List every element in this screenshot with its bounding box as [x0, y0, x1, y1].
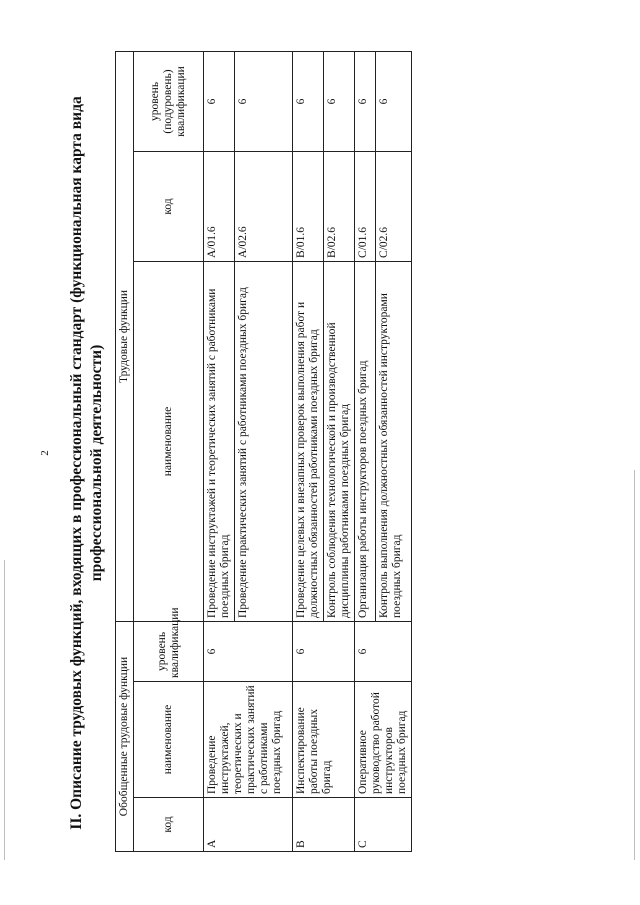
- header-tf-code: код: [134, 151, 204, 261]
- header-level: уровень квалификации: [134, 621, 204, 681]
- scan-edge-mark: [634, 470, 635, 860]
- gf-name: Оперативное руководство работой инструкторов поездных бригад: [355, 682, 412, 798]
- table-row: [204, 51, 235, 851]
- tf-code: C/02.6: [375, 151, 411, 261]
- tf-level: 6: [324, 51, 355, 151]
- header-row-groups: [116, 51, 134, 851]
- gf-code: B: [293, 798, 355, 852]
- gf-level: 6: [293, 621, 355, 681]
- gf-name: Проведение инструктажей, теоретических и практических занятий с работниками поездных бригад: [204, 682, 293, 798]
- header-generalized-functions: Обобщенные трудовые функции: [116, 621, 134, 851]
- gf-level: 6: [204, 621, 293, 681]
- gf-level: 6: [355, 621, 412, 681]
- tf-name: Проведение целевых и внезапных проверок выполнения работ и должностных обязанностей работниками поездных бригад: [293, 261, 324, 621]
- tf-level: 6: [375, 51, 411, 151]
- header-tf-level: уровень (подуровень) квалификации: [134, 51, 204, 151]
- tf-name: Проведение практических занятий с работниками поездных бригад: [235, 261, 293, 621]
- tf-name: Контроль выполнения должностных обязанностей инструкторами поездных бригад: [375, 261, 411, 621]
- gf-code: C: [355, 798, 412, 852]
- heading-line-1: II. Описание трудовых функций, входящих в профессиональный стандарт (функциональная карта вида: [68, 96, 85, 830]
- header-tf-name: наименование: [134, 261, 204, 621]
- tf-code: A/01.6: [204, 151, 235, 261]
- tf-name: Проведение инструктажей и теоретических занятий с работниками поездных бригад: [204, 261, 235, 621]
- functional-map-table: [115, 51, 412, 852]
- tf-level: 6: [204, 51, 235, 151]
- tf-code: C/01.6: [355, 151, 376, 261]
- page-number: 2: [39, 450, 51, 456]
- header-code: код: [134, 798, 204, 852]
- header-row-columns: [134, 51, 204, 851]
- gf-name: Инспектирование работы поездных бригад: [293, 682, 355, 798]
- tf-code: B/01.6: [293, 151, 324, 261]
- tf-level: 6: [293, 51, 324, 151]
- section-heading: [67, 48, 107, 878]
- scan-edge-mark: [4, 560, 5, 860]
- table-row: [355, 51, 376, 851]
- rotated-sheet: [45, 28, 605, 878]
- tf-name: Организация работы инструкторов поездных бригад: [355, 261, 376, 621]
- tf-level: 6: [235, 51, 293, 151]
- header-labor-functions: Трудовые функции: [116, 51, 134, 621]
- gf-code: A: [204, 798, 293, 852]
- tf-level: 6: [355, 51, 376, 151]
- table-row: [293, 51, 324, 851]
- tf-code: A/02.6: [235, 151, 293, 261]
- heading-line-2: профессиональной деятельности): [88, 344, 105, 582]
- header-name: наименование: [134, 682, 204, 798]
- tf-name: Контроль соблюдения технологической и производственной дисциплины работниками поездных бригад: [324, 261, 355, 621]
- tf-code: B/02.6: [324, 151, 355, 261]
